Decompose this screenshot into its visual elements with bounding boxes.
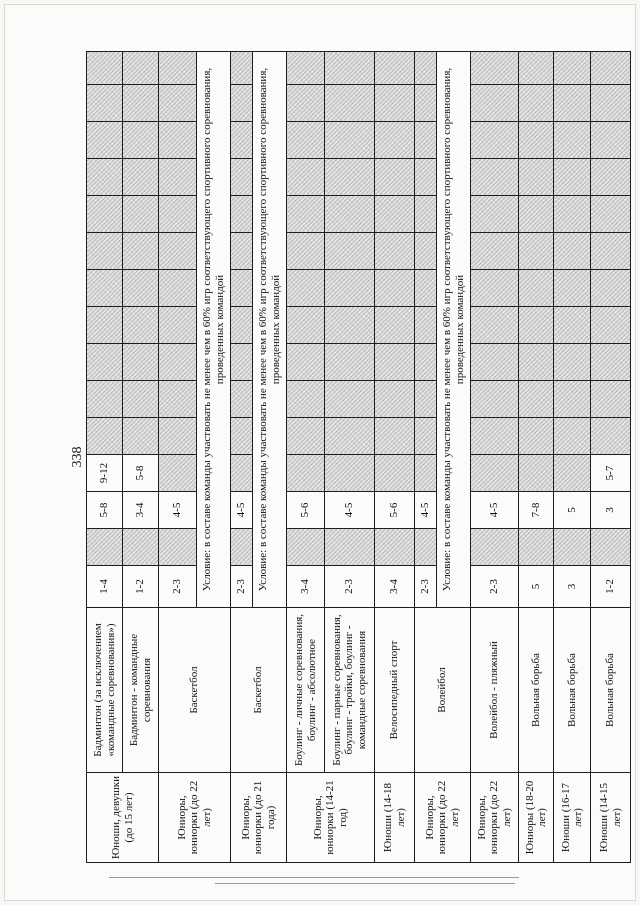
age-group-cell: Юноши, девушки (до 15 лет) xyxy=(87,773,159,863)
shaded-cell xyxy=(87,381,123,418)
shaded-cell xyxy=(471,159,519,196)
shaded-cell xyxy=(287,455,325,492)
shaded-cell xyxy=(375,270,415,307)
page-number: 338 xyxy=(70,446,85,468)
shaded-cell xyxy=(519,52,554,85)
shaded-cell xyxy=(471,233,519,270)
shaded-cell xyxy=(471,270,519,307)
sport-cell: Бадминтон (за исключением «командные соревнования») xyxy=(87,608,123,773)
shaded-cell xyxy=(87,270,123,307)
shaded-cell xyxy=(554,196,591,233)
shaded-cell xyxy=(471,85,519,122)
shaded-cell xyxy=(471,307,519,344)
age-group-cell: Юниоры, юниорки (до 22 лет) xyxy=(471,773,519,863)
shaded-cell xyxy=(287,418,325,455)
shaded-cell xyxy=(231,85,253,122)
shaded-cell xyxy=(325,344,375,381)
sport-cell: Боулинг - парные соревнования, боулинг - тройки, боулинг - командные соревнования xyxy=(325,608,375,773)
shaded-cell xyxy=(591,307,631,344)
document-page xyxy=(4,4,636,901)
shaded-cell xyxy=(519,233,554,270)
shaded-cell xyxy=(287,159,325,196)
shaded-cell xyxy=(471,455,519,492)
table-row xyxy=(231,52,253,863)
shaded-cell xyxy=(87,529,123,566)
shaded-cell xyxy=(231,159,253,196)
shaded-cell xyxy=(375,85,415,122)
shaded-cell xyxy=(375,196,415,233)
shaded-cell xyxy=(159,307,197,344)
table-row xyxy=(554,52,591,863)
shaded-cell xyxy=(325,52,375,85)
shaded-cell xyxy=(123,159,159,196)
shaded-cell xyxy=(375,307,415,344)
table-row xyxy=(87,52,123,863)
value-cell: 1-2 xyxy=(123,566,159,608)
shaded-cell xyxy=(87,307,123,344)
table-row xyxy=(325,52,375,863)
shaded-cell xyxy=(287,52,325,85)
shaded-cell xyxy=(325,529,375,566)
shaded-cell xyxy=(415,233,437,270)
shaded-cell xyxy=(415,122,437,159)
shaded-cell xyxy=(123,344,159,381)
shaded-cell xyxy=(87,85,123,122)
value-cell: 3-4 xyxy=(287,566,325,608)
value-cell: 1-2 xyxy=(591,566,631,608)
shaded-cell xyxy=(591,233,631,270)
shaded-cell xyxy=(415,381,437,418)
value-cell: 4-5 xyxy=(471,492,519,529)
value-cell: 2-3 xyxy=(415,566,437,608)
shaded-cell xyxy=(519,122,554,159)
condition-note: Условие: в составе команды участвовать не менее чем в 60% игр соответствующего спортивного соревнования, проведенных командой xyxy=(253,52,287,608)
shaded-cell xyxy=(554,159,591,196)
shaded-cell xyxy=(123,418,159,455)
value-cell: 5-8 xyxy=(87,492,123,529)
shaded-cell xyxy=(375,418,415,455)
shaded-cell xyxy=(519,418,554,455)
shaded-cell xyxy=(159,455,197,492)
shaded-cell xyxy=(287,344,325,381)
shaded-cell xyxy=(231,529,253,566)
shaded-cell xyxy=(325,196,375,233)
age-group-cell: Юноши (14-18 лет) xyxy=(375,773,415,863)
shaded-cell xyxy=(554,344,591,381)
shaded-cell xyxy=(159,344,197,381)
shaded-cell xyxy=(159,529,197,566)
shaded-cell xyxy=(231,52,253,85)
shaded-cell xyxy=(325,381,375,418)
shaded-cell xyxy=(123,270,159,307)
sport-cell: Бадминтон - командные соревнования xyxy=(123,608,159,773)
shaded-cell xyxy=(325,85,375,122)
shaded-cell xyxy=(325,307,375,344)
shaded-cell xyxy=(159,381,197,418)
sport-cell: Вольная борьба xyxy=(554,608,591,773)
shaded-cell xyxy=(471,418,519,455)
shaded-cell xyxy=(554,455,591,492)
shaded-cell xyxy=(415,455,437,492)
value-cell: 2-3 xyxy=(231,566,253,608)
age-group-cell: Юниоры, юниорки (до 22 лет) xyxy=(415,773,471,863)
shaded-cell xyxy=(415,270,437,307)
shaded-cell xyxy=(231,418,253,455)
shaded-cell xyxy=(87,52,123,85)
shaded-cell xyxy=(375,529,415,566)
sport-cell: Велосипедный спорт xyxy=(375,608,415,773)
value-cell: 5-6 xyxy=(287,492,325,529)
shaded-cell xyxy=(519,455,554,492)
shaded-cell xyxy=(287,85,325,122)
table-row xyxy=(123,52,159,863)
shaded-cell xyxy=(159,159,197,196)
shaded-cell xyxy=(325,122,375,159)
shaded-cell xyxy=(375,344,415,381)
shaded-cell xyxy=(375,52,415,85)
shaded-cell xyxy=(519,344,554,381)
shaded-cell xyxy=(231,122,253,159)
shaded-cell xyxy=(231,233,253,270)
shaded-cell xyxy=(519,196,554,233)
shaded-cell xyxy=(287,381,325,418)
shaded-cell xyxy=(471,344,519,381)
shaded-cell xyxy=(415,85,437,122)
value-cell: 9-12 xyxy=(87,455,123,492)
shaded-cell xyxy=(554,418,591,455)
shaded-cell xyxy=(519,270,554,307)
shaded-cell xyxy=(87,418,123,455)
shaded-cell xyxy=(415,196,437,233)
table-row xyxy=(591,52,631,863)
sport-cell: Баскетбол xyxy=(159,608,231,773)
shaded-cell xyxy=(591,418,631,455)
shaded-cell xyxy=(519,307,554,344)
shaded-cell xyxy=(375,233,415,270)
value-cell: 2-3 xyxy=(159,566,197,608)
shaded-cell xyxy=(591,122,631,159)
shaded-cell xyxy=(554,233,591,270)
table-row xyxy=(159,52,197,863)
shaded-cell xyxy=(123,52,159,85)
shaded-cell xyxy=(591,381,631,418)
shaded-cell xyxy=(375,122,415,159)
shaded-cell xyxy=(554,122,591,159)
shaded-cell xyxy=(519,529,554,566)
rotated-table-container xyxy=(86,51,623,863)
shaded-cell xyxy=(471,52,519,85)
shaded-cell xyxy=(325,159,375,196)
shaded-cell xyxy=(287,122,325,159)
shaded-cell xyxy=(415,529,437,566)
shaded-cell xyxy=(325,233,375,270)
shaded-cell xyxy=(287,233,325,270)
value-cell: 5-8 xyxy=(123,455,159,492)
shaded-cell xyxy=(591,529,631,566)
shaded-cell xyxy=(123,307,159,344)
condition-note: Условие: в составе команды участвовать не менее чем в 60% игр соответствующего спортивного соревнования, проведенных командой xyxy=(437,52,471,608)
age-group-cell: Юноши (14-15 лет) xyxy=(591,773,631,863)
sport-cell: Баскетбол xyxy=(231,608,287,773)
shaded-cell xyxy=(591,85,631,122)
shaded-cell xyxy=(159,233,197,270)
shaded-cell xyxy=(554,270,591,307)
shaded-cell xyxy=(415,52,437,85)
shaded-cell xyxy=(591,196,631,233)
shaded-cell xyxy=(554,381,591,418)
value-cell: 5 xyxy=(519,566,554,608)
shaded-cell xyxy=(519,85,554,122)
shaded-cell xyxy=(415,159,437,196)
shaded-cell xyxy=(87,122,123,159)
shaded-cell xyxy=(325,418,375,455)
shaded-cell xyxy=(87,159,123,196)
value-cell: 3 xyxy=(591,492,631,529)
shaded-cell xyxy=(375,159,415,196)
shaded-cell xyxy=(287,196,325,233)
condition-note: Условие: в составе команды участвовать не менее чем в 60% игр соответствующего спортивного соревнования, проведенных командой xyxy=(197,52,231,608)
table-row xyxy=(519,52,554,863)
shaded-cell xyxy=(87,344,123,381)
shaded-cell xyxy=(231,196,253,233)
value-cell: 7-8 xyxy=(519,492,554,529)
shaded-cell xyxy=(591,159,631,196)
shaded-cell xyxy=(287,529,325,566)
sport-cell: Вольная борьба xyxy=(591,608,631,773)
shaded-cell xyxy=(287,270,325,307)
shaded-cell xyxy=(554,85,591,122)
shaded-cell xyxy=(159,85,197,122)
age-group-cell: Юниоры, юниорки (до 21 года) xyxy=(231,773,287,863)
shaded-cell xyxy=(415,344,437,381)
sport-cell: Волейбол - пляжный xyxy=(471,608,519,773)
value-cell: 2-3 xyxy=(471,566,519,608)
value-cell: 2-3 xyxy=(325,566,375,608)
shaded-cell xyxy=(471,529,519,566)
shaded-cell xyxy=(231,381,253,418)
shaded-cell xyxy=(415,307,437,344)
shaded-cell xyxy=(87,196,123,233)
table-row xyxy=(375,52,415,863)
shaded-cell xyxy=(159,52,197,85)
shaded-cell xyxy=(123,85,159,122)
shaded-cell xyxy=(123,529,159,566)
shaded-cell xyxy=(471,122,519,159)
value-cell: 4-5 xyxy=(415,492,437,529)
shaded-cell xyxy=(591,270,631,307)
value-cell: 5-7 xyxy=(591,455,631,492)
shaded-cell xyxy=(123,122,159,159)
shaded-cell xyxy=(123,381,159,418)
age-group-cell: Юниоры (18-20 лет) xyxy=(519,773,554,863)
shaded-cell xyxy=(231,455,253,492)
scan-edge-line xyxy=(109,877,519,878)
shaded-cell xyxy=(159,122,197,159)
shaded-cell xyxy=(159,418,197,455)
shaded-cell xyxy=(123,196,159,233)
value-cell: 1-4 xyxy=(87,566,123,608)
shaded-cell xyxy=(325,270,375,307)
shaded-cell xyxy=(519,381,554,418)
value-cell: 3-4 xyxy=(123,492,159,529)
shaded-cell xyxy=(325,455,375,492)
shaded-cell xyxy=(554,529,591,566)
shaded-cell xyxy=(554,307,591,344)
shaded-cell xyxy=(471,381,519,418)
value-cell: 4-5 xyxy=(231,492,253,529)
shaded-cell xyxy=(123,233,159,270)
shaded-cell xyxy=(231,307,253,344)
scan-edge-line xyxy=(215,883,515,884)
table-row xyxy=(471,52,519,863)
shaded-cell xyxy=(591,344,631,381)
shaded-cell xyxy=(471,196,519,233)
value-cell: 4-5 xyxy=(325,492,375,529)
shaded-cell xyxy=(231,270,253,307)
shaded-cell xyxy=(519,159,554,196)
shaded-cell xyxy=(159,270,197,307)
sport-cell: Боулинг - личные соревнования, боулинг - абсолютное xyxy=(287,608,325,773)
value-cell: 3-4 xyxy=(375,566,415,608)
table-row xyxy=(287,52,325,863)
shaded-cell xyxy=(87,233,123,270)
value-cell: 3 xyxy=(554,566,591,608)
shaded-cell xyxy=(415,418,437,455)
sport-cell: Волейбол xyxy=(415,608,471,773)
sport-cell: Вольная борьба xyxy=(519,608,554,773)
shaded-cell xyxy=(375,455,415,492)
value-cell: 5-6 xyxy=(375,492,415,529)
age-group-cell: Юниоры, юниорки (до 22 лет) xyxy=(159,773,231,863)
shaded-cell xyxy=(375,381,415,418)
value-cell: 4-5 xyxy=(159,492,197,529)
shaded-cell xyxy=(287,307,325,344)
age-group-cell: Юноши (16-17 лет) xyxy=(554,773,591,863)
age-group-cell: Юниоры, юниорки (14-21 год) xyxy=(287,773,375,863)
value-cell: 5 xyxy=(554,492,591,529)
shaded-cell xyxy=(159,196,197,233)
shaded-cell xyxy=(591,52,631,85)
shaded-cell xyxy=(231,344,253,381)
shaded-cell xyxy=(554,52,591,85)
norms-table xyxy=(86,51,631,863)
table-row xyxy=(415,52,437,863)
